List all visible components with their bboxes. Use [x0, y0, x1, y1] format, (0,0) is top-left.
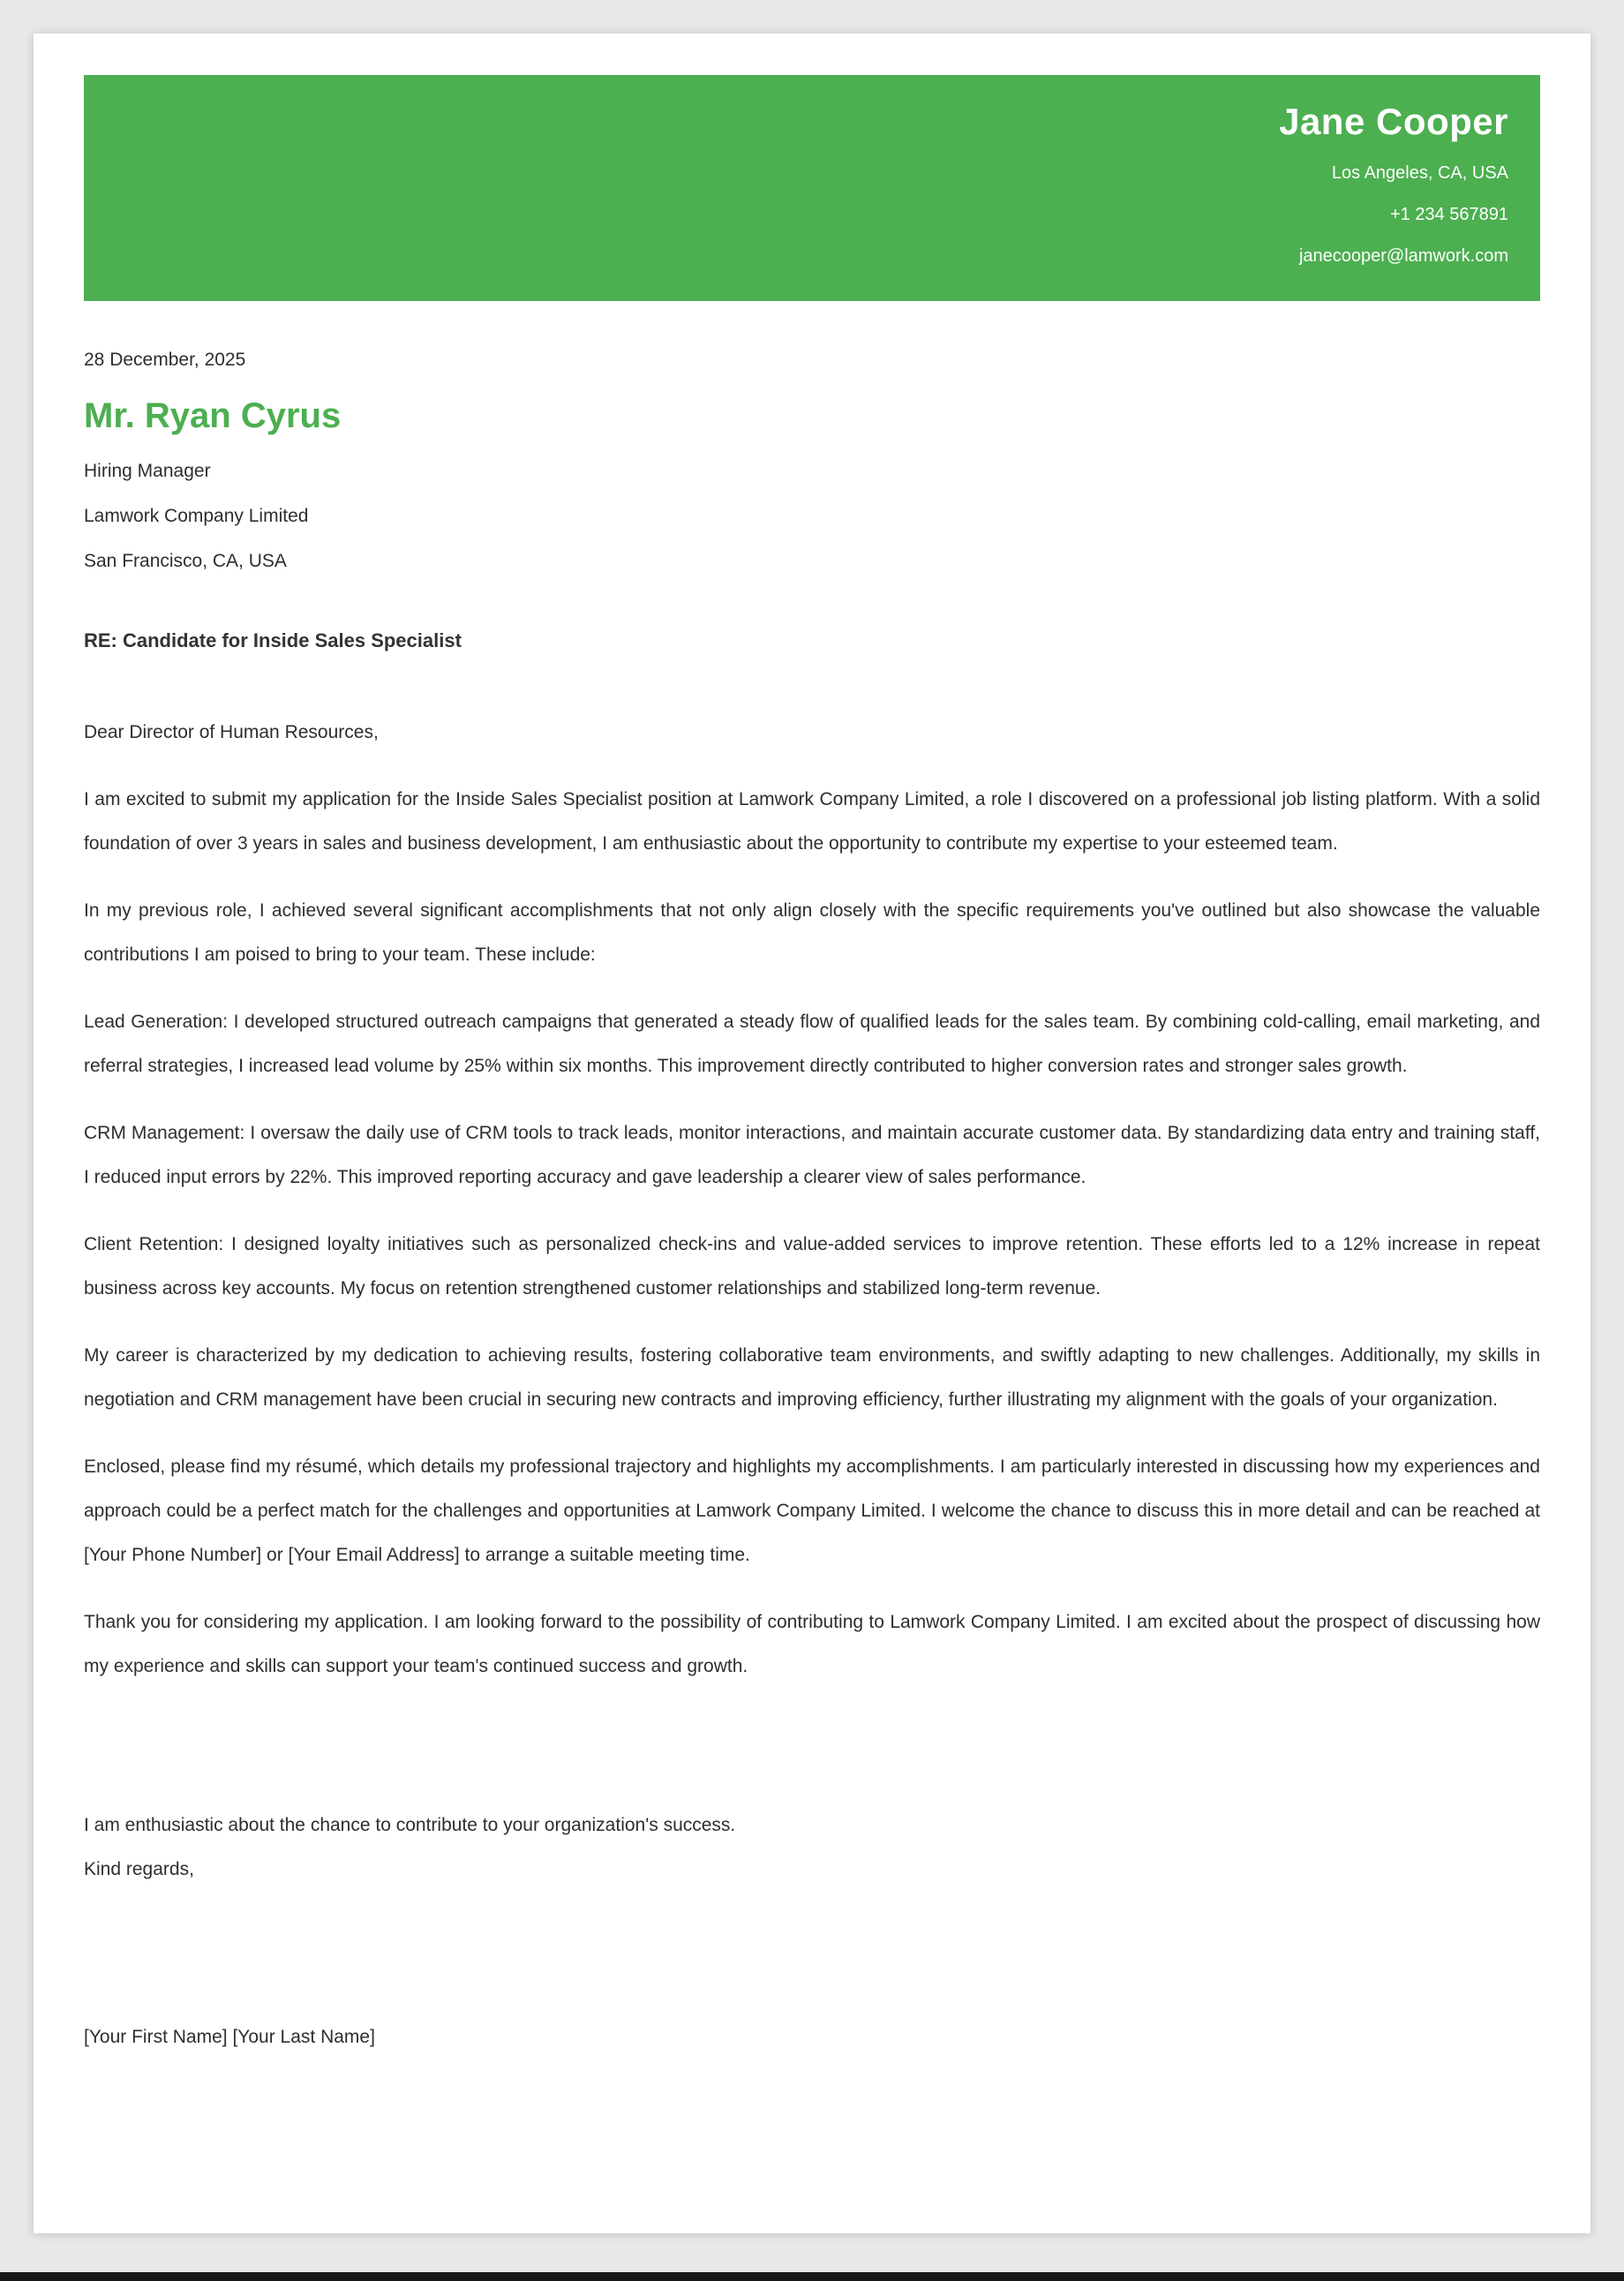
letter-paragraph: Enclosed, please find my résumé, which details my professional trajectory and highlights my accomplishments. I am particularly interested in discussing how my experiences and approach could be a perfect match for the challenges and opportunities at Lamwork Company Limited. I welcome the chance to discuss this in more detail and can be reached at [Your Phone Number] or [Your Email Address] to arrange a suitable meeting time.: [84, 1457, 1540, 1566]
candidate-location: Los Angeles, CA, USA: [1331, 163, 1508, 184]
letter-paragraph: CRM Management: I oversaw the daily use of CRM tools to track leads, monitor interactions, and maintain accurate customer data. By standardizing data entry and training staff, I reduced input errors by 22%. This improved reporting accuracy and gave leadership a clearer view of sales performance.: [84, 1123, 1540, 1188]
letter-paragraph: Thank you for considering my application. I am looking forward to the possibility of contributing to Lamwork Company Limited. I am excited about the prospect of discussing how my experience and skills can support your team's continued success and growth.: [84, 1612, 1540, 1677]
letter-paragraph: I am excited to submit my application for the Inside Sales Specialist position at Lamwork Company Limited, a role I discovered on a professional job listing platform. With a solid foundation of over 3 years in sales and business development, I am enthusiastic about the opportunity to contribute my expertise to your esteemed team.: [84, 789, 1540, 854]
letter-body: [84, 349, 1540, 2059]
closing-line: I am enthusiastic about the chance to contribute to your organization's success.: [84, 1815, 736, 1836]
letter-paragraph: Lead Generation: I developed structured outreach campaigns that generated a steady flow of qualified leads for the sales team. By combining cold-calling, email marketing, and referral strategies, I increased lead volume by 25% within six months. This improvement directly contributed to higher conversion rates and stronger sales growth.: [84, 1012, 1540, 1077]
bottom-bar: [0, 2272, 1624, 2281]
letter-paragraph: Client Retention: I designed loyalty initiatives such as personalized check-ins and value-added services to improve retention. These efforts led to a 12% increase in repeat business across key accounts. My focus on retention strengthened customer relationships and stabilized long-term revenue.: [84, 1234, 1540, 1299]
letter-page: [34, 34, 1590, 2233]
recipient-company: Lamwork Company Limited: [84, 506, 309, 527]
recipient-title: Hiring Manager: [84, 461, 211, 482]
letter-paragraph: In my previous role, I achieved several significant accomplishments that not only align closely with the specific requirements you've outlined but also showcase the valuable contributions I am poised to bring to your team. These include:: [84, 900, 1540, 966]
letter-date: 28 December, 2025: [84, 350, 246, 370]
letter-header: [84, 75, 1540, 301]
sign-off: Kind regards,: [84, 1859, 194, 1880]
letter-paragraphs: [84, 778, 1540, 1689]
signature-placeholder: [Your First Name] [Your Last Name]: [84, 2027, 375, 2048]
subject-line: RE: Candidate for Inside Sales Specialist: [84, 629, 462, 652]
recipient-location: San Francisco, CA, USA: [84, 551, 287, 572]
salutation: Dear Director of Human Resources,: [84, 722, 379, 743]
recipient-name: Mr. Ryan Cyrus: [84, 396, 342, 436]
letter-paragraph: My career is characterized by my dedication to achieving results, fostering collaborative team environments, and swiftly adapting to new challenges. Additionally, my skills in negotiation and CRM management have been crucial in securing new contracts and improving efficiency, further illustrating my alignment with the goals of your organization.: [84, 1345, 1540, 1411]
candidate-name: Jane Cooper: [1279, 101, 1508, 142]
candidate-phone: +1 234 567891: [1389, 205, 1508, 225]
candidate-email: janecooper@lamwork.com: [1298, 246, 1508, 267]
